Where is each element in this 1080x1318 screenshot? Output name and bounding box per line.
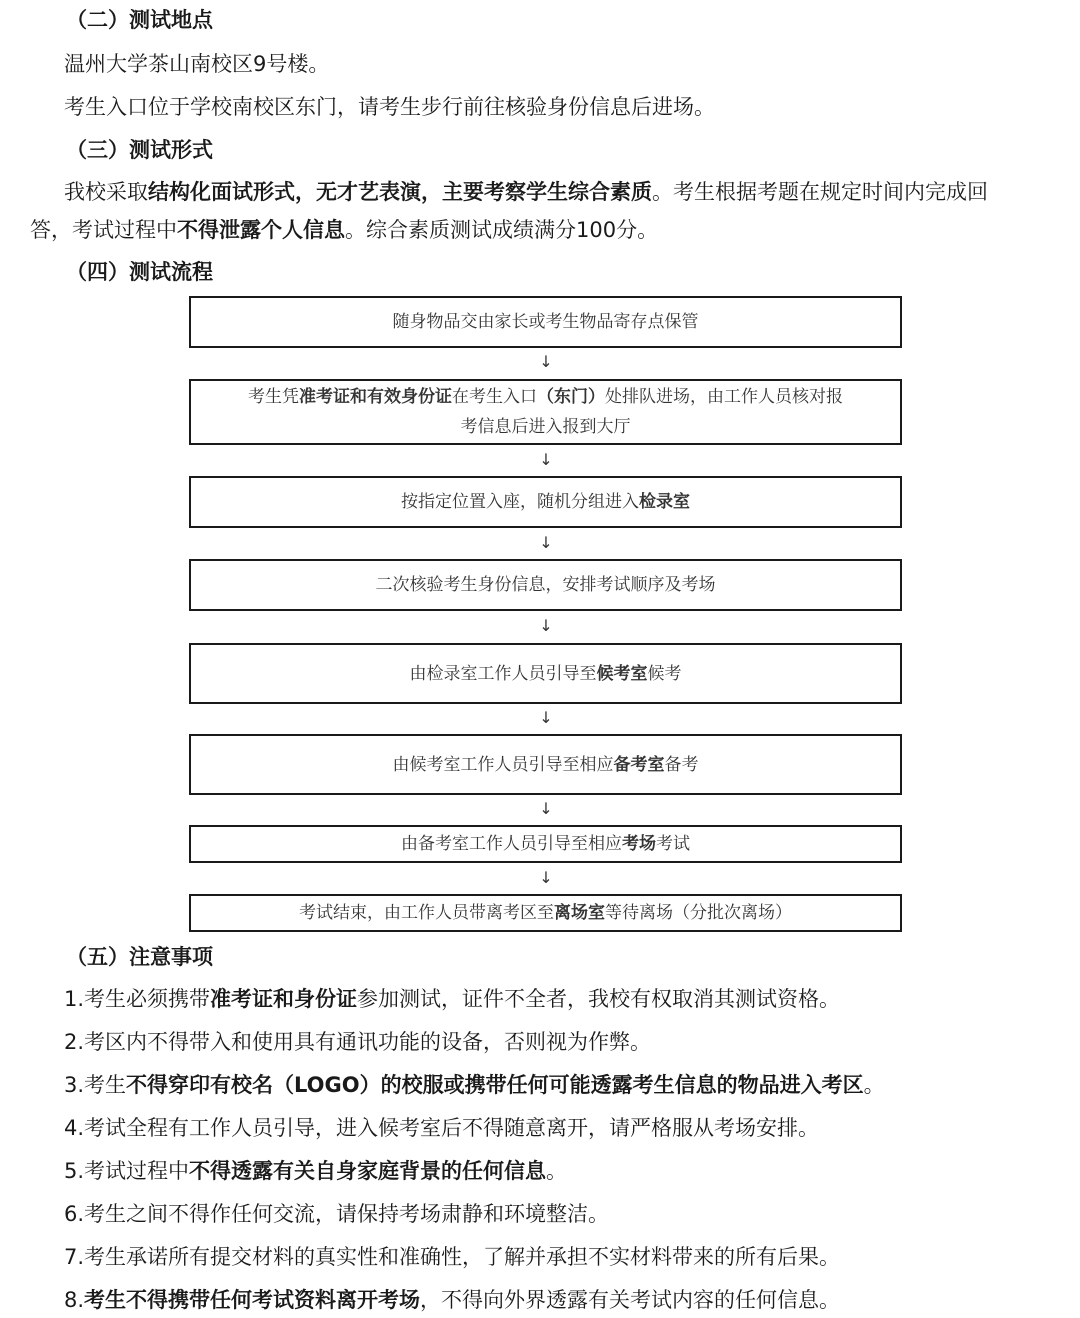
flow-step-emphasis: 候考室 bbox=[596, 663, 648, 684]
flow-step-text-part: 由备考室工作人员引导至相应 bbox=[401, 834, 622, 854]
flow-step-emphasis: 准考证和有效身份证 bbox=[299, 387, 452, 407]
flow-step-text: 二次核验考生身份信息，安排考试顺序及考场 bbox=[375, 575, 716, 595]
flow-step-7 bbox=[189, 825, 902, 863]
location-entrance: 考生入口位于学校南校区东门，请考生步行前往核验身份信息后进场。 bbox=[64, 95, 715, 119]
flow-step-text-part: 候考 bbox=[647, 663, 682, 684]
flow-step-2 bbox=[189, 379, 902, 445]
flow-step-1 bbox=[189, 296, 902, 348]
flow-arrow-icon: ↓ bbox=[539, 450, 553, 469]
note-emphasis: 不得穿印有校名（LOGO）的校服或携带任何可能透露考生信息的物品进入考区 bbox=[126, 1073, 864, 1097]
flow-step-4 bbox=[189, 559, 902, 611]
flow-step-text bbox=[299, 898, 792, 928]
note-emphasis: 考生不得携带任何考试资料离开考场 bbox=[84, 1288, 421, 1312]
format-text: 答，考试过程中 bbox=[30, 218, 177, 242]
flow-step-text bbox=[248, 382, 843, 412]
section-heading-format: （三）测试形式 bbox=[66, 138, 213, 162]
flow-step-8 bbox=[189, 894, 902, 932]
flow-step-text-part: 在考生入口 bbox=[452, 387, 537, 407]
location-address: 温州大学茶山南校区9号楼。 bbox=[64, 52, 330, 76]
flow-arrow-icon: ↓ bbox=[539, 868, 553, 887]
format-text: 。综合素质测试成绩满分100分。 bbox=[345, 218, 659, 242]
note-text: 。 bbox=[863, 1073, 885, 1097]
format-paragraph-line2 bbox=[30, 216, 658, 244]
note-item-6: 6.考生之间不得作任何交流，请保持考场肃静和环境整洁。 bbox=[64, 1202, 610, 1226]
flow-arrow-icon: ↓ bbox=[539, 533, 553, 552]
flow-arrow-icon: ↓ bbox=[539, 616, 553, 635]
flow-step-text-part: 考试结束，由工作人员带离考区至 bbox=[299, 903, 554, 923]
flow-step-text-part: 处排队进场，由工作人员核对报 bbox=[605, 387, 843, 407]
note-text: 。 bbox=[546, 1159, 568, 1183]
format-text: 我校采取 bbox=[64, 180, 148, 204]
note-emphasis: 准考证和身份证 bbox=[210, 987, 358, 1011]
format-paragraph-line1 bbox=[64, 178, 988, 206]
note-text: 参加测试，证件不全者，我校有权取消其测试资格。 bbox=[357, 987, 841, 1011]
flow-step-text-part: 考生凭 bbox=[248, 387, 299, 407]
note-item-3 bbox=[64, 1071, 885, 1099]
note-item-1 bbox=[64, 985, 840, 1013]
note-item-4: 4.考试全程有工作人员引导，进入候考室后不得随意离开，请严格服从考场安排。 bbox=[64, 1116, 820, 1140]
note-emphasis: 不得透露有关自身家庭背景的任何信息 bbox=[189, 1159, 547, 1183]
flow-step-5 bbox=[189, 643, 902, 704]
flow-step-6 bbox=[189, 734, 902, 795]
note-text: 8. bbox=[64, 1288, 85, 1312]
flow-step-text-part: 等待离场（分批次离场） bbox=[605, 903, 792, 923]
flow-step-text-part: 由检录室工作人员引导至 bbox=[409, 663, 597, 684]
note-item-2: 2.考区内不得带入和使用具有通讯功能的设备，否则视为作弊。 bbox=[64, 1030, 652, 1054]
section-heading-notes: （五）注意事项 bbox=[66, 945, 213, 969]
flow-step-text-part: 按指定位置入座，随机分组进入 bbox=[401, 492, 639, 512]
flow-step-emphasis: （东门） bbox=[537, 387, 605, 407]
flow-step-text bbox=[401, 487, 690, 517]
flow-step-text-part: 备考 bbox=[664, 754, 699, 775]
note-text: 3.考生 bbox=[64, 1073, 127, 1097]
flow-step-emphasis: 离场室 bbox=[554, 903, 605, 923]
flow-step-emphasis: 检录室 bbox=[639, 492, 690, 512]
note-item-8 bbox=[64, 1286, 840, 1314]
flow-step-emphasis: 考场 bbox=[622, 834, 656, 854]
note-item-7: 7.考生承诺所有提交材料的真实性和准确性，了解并承担不实材料带来的所有后果。 bbox=[64, 1245, 841, 1269]
note-text: ，不得向外界透露有关考试内容的任何信息。 bbox=[420, 1288, 841, 1312]
format-emphasis: 结构化面试形式，无才艺表演，主要考察学生综合素质 bbox=[148, 180, 652, 204]
flow-step-text bbox=[393, 750, 699, 780]
flow-step-text bbox=[401, 829, 690, 859]
flow-step-text-line2: 考信息后进入报到大厅 bbox=[460, 417, 631, 437]
note-text: 5.考试过程中 bbox=[64, 1159, 190, 1183]
flow-arrow-icon: ↓ bbox=[539, 352, 553, 371]
flow-step-text-part: 考试 bbox=[656, 834, 690, 854]
section-heading-process: （四）测试流程 bbox=[66, 260, 213, 284]
flow-step-3 bbox=[189, 476, 902, 528]
flow-step-text-part: 由候考室工作人员引导至相应 bbox=[392, 754, 614, 775]
flow-arrow-icon: ↓ bbox=[539, 708, 553, 727]
format-text: 。考生根据考题在规定时间内完成回 bbox=[652, 180, 988, 204]
note-item-5 bbox=[64, 1157, 567, 1185]
flow-arrow-icon: ↓ bbox=[539, 799, 553, 818]
note-text: 1.考生必须携带 bbox=[64, 987, 211, 1011]
flow-step-text bbox=[410, 659, 682, 689]
format-emphasis: 不得泄露个人信息 bbox=[177, 218, 345, 242]
flow-step-emphasis: 备考室 bbox=[613, 754, 665, 775]
section-heading-location: （二）测试地点 bbox=[66, 8, 213, 32]
flow-step-text: 随身物品交由家长或考生物品寄存点保管 bbox=[392, 312, 699, 332]
